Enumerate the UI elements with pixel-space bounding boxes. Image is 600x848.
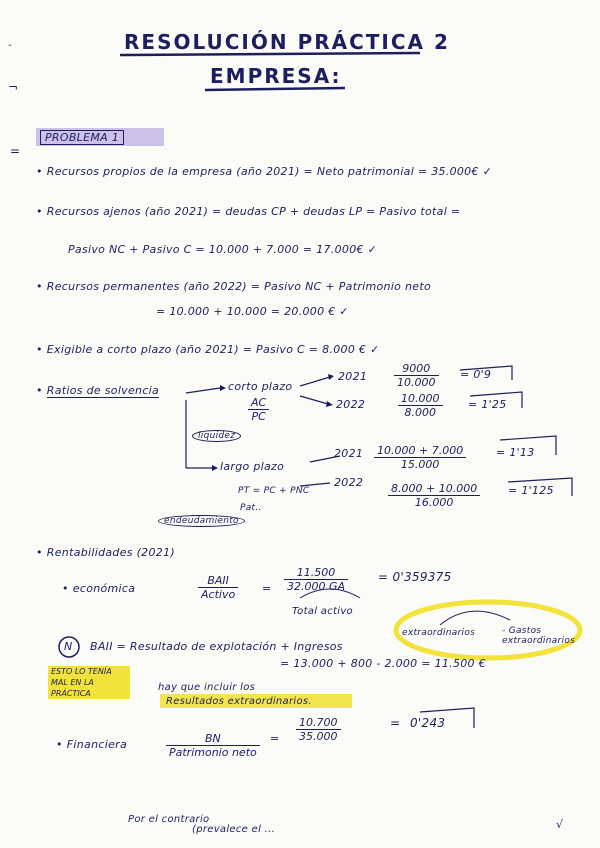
fraction-denominator: 15.000 xyxy=(400,458,440,471)
ratios-heading xyxy=(36,384,159,397)
note-n-marker: N xyxy=(64,640,73,653)
fraction-numerator: 9000 xyxy=(394,362,439,376)
line-recursos-ajenos: • Recursos ajenos (año 2021) = deudas CP + deudas LP = Pasivo total = xyxy=(36,205,460,218)
fraction-numerator: 10.700 xyxy=(296,716,341,730)
economica-label: • económica xyxy=(62,582,135,595)
margin-mark: - xyxy=(8,40,12,51)
fraction-numerator: BN xyxy=(166,732,260,746)
bottom-note-2: (prevalece el ... xyxy=(192,824,276,835)
financiera-equals: = xyxy=(390,716,401,730)
fraction-denominator: 32.000 GA xyxy=(287,580,346,593)
margin-mark: = xyxy=(10,144,21,158)
baii-activo-fraction xyxy=(198,574,238,601)
fraction-denominator: PC xyxy=(251,410,266,423)
baii-definition: BAII = Resultado de explotación + Ingresos xyxy=(90,640,343,653)
bn-pn-fraction xyxy=(166,732,260,759)
page-title: RESOLUCIÓN PRÁCTICA 2 xyxy=(124,30,450,54)
liquidity-tag: liquidez xyxy=(192,430,241,442)
financiera-result: 0'243 xyxy=(410,716,446,730)
include-note: hay que incluir los xyxy=(158,682,256,693)
ratio-lp-2021-fraction xyxy=(374,444,466,471)
fraction-denominator: 35.000 xyxy=(299,730,338,743)
extraordinary-results-note: Resultados extraordinarios. xyxy=(166,696,312,707)
ratio-lp-2021-year: 2021 xyxy=(334,447,364,460)
problem-heading: PROBLEMA 1 xyxy=(40,130,124,145)
ratios-label: Ratios de solvencia xyxy=(46,384,160,397)
ratio-lp-2022-year: 2022 xyxy=(334,476,364,489)
line-recursos-permanentes-value: = 10.000 + 10.000 = 20.000 € ✓ xyxy=(156,305,349,318)
ratio-lp-2021-result: = 1'13 xyxy=(496,446,535,459)
page-check-mark: √ xyxy=(556,818,564,831)
ratio-lp-2022-result: = 1'125 xyxy=(508,484,554,497)
fraction-denominator: 16.000 xyxy=(414,496,454,509)
short-term-label: corto plazo xyxy=(228,380,293,393)
fraction-numerator: 10.000 xyxy=(398,392,443,406)
line-recursos-propios: • Recursos propios de la empresa (año 2021) = Neto patrimonial = 35.000€ ✓ xyxy=(36,165,492,178)
fraction-denominator: Patrimonio neto xyxy=(169,746,257,759)
extraordinarios-term: extraordinarios xyxy=(402,628,476,638)
pt-formula: PT = PC + PNC xyxy=(238,486,310,496)
fraction-ac-pc xyxy=(248,396,269,423)
ratio-cp-2021-year: 2021 xyxy=(338,370,368,383)
fraction-denominator: Activo xyxy=(201,588,236,601)
fraction-numerator: 8.000 + 10.000 xyxy=(388,482,480,496)
bn-value-fraction xyxy=(296,716,341,743)
ratio-cp-2022-result: = 1'25 xyxy=(468,398,507,411)
ratio-cp-2021-fraction xyxy=(394,362,439,389)
fraction-denominator: 8.000 xyxy=(404,406,436,419)
gastos-extraordinarios-term: - Gastos extraordinarios xyxy=(502,626,576,646)
fraction-denominator: 10.000 xyxy=(397,376,436,389)
fraction-numerator: AC xyxy=(248,396,269,410)
page-subtitle: EMPRESA: xyxy=(210,64,342,88)
ratio-cp-2022-fraction xyxy=(398,392,443,419)
financiera-label: • Financiera xyxy=(56,738,127,751)
line-exigible: • Exigible a corto plazo (año 2021) = Pasivo C = 8.000 € ✓ xyxy=(36,343,380,356)
line-recursos-permanentes: • Recursos permanentes (año 2022) = Pasivo NC + Patrimonio neto xyxy=(36,280,431,293)
debt-tag: endeudamiento xyxy=(158,515,245,527)
ratio-lp-2022-fraction xyxy=(388,482,480,509)
fraction-numerator: 10.000 + 7.000 xyxy=(374,444,466,458)
rentabilidades-heading: • Rentabilidades (2021) xyxy=(36,546,175,559)
long-term-label: largo plazo xyxy=(220,460,285,473)
equals-sign: = xyxy=(262,582,272,595)
pt-denominator: Pat.. xyxy=(240,503,262,513)
ratio-cp-2021-result: = 0'9 xyxy=(460,368,492,381)
baii-calculation: = 13.000 + 800 - 2.000 = 11.500 € xyxy=(280,657,486,670)
economica-result: = 0'359375 xyxy=(378,570,452,584)
fraction-numerator: BAII xyxy=(198,574,238,588)
correction-note: ESTO LO TENÍA MAL EN LA PRÁCTICA xyxy=(48,666,130,699)
ratio-cp-2022-year: 2022 xyxy=(336,398,366,411)
bottom-note-1: Por el contrario xyxy=(128,814,210,825)
fraction-numerator: 11.500 xyxy=(284,566,348,580)
baii-value-fraction xyxy=(284,566,348,593)
equals-sign: = xyxy=(270,732,280,745)
margin-mark: ¬ xyxy=(8,80,19,94)
line-pasivo-nc: Pasivo NC + Pasivo C = 10.000 + 7.000 = 17.000€ ✓ xyxy=(68,243,378,256)
total-activo-note: Total activo xyxy=(292,606,353,617)
